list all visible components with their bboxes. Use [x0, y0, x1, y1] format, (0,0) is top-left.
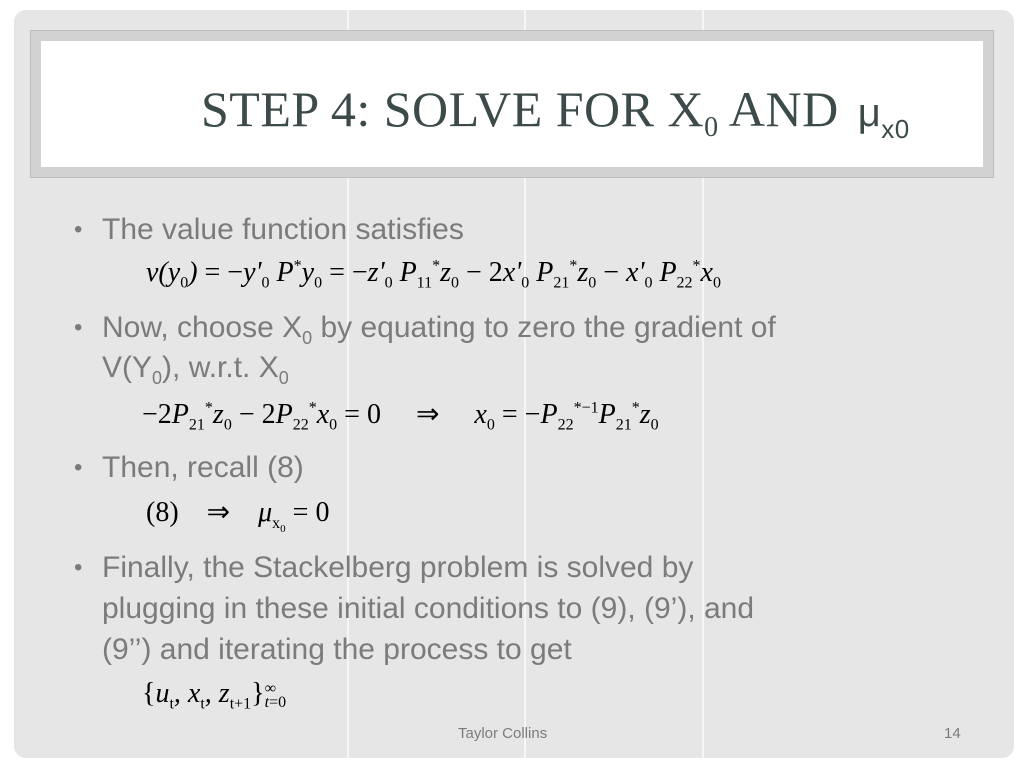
- slide-title: [201, 81, 910, 157]
- title-mu-subscript: x0: [881, 114, 910, 144]
- footer-author: Taylor Collins: [458, 725, 548, 742]
- equation-value-function: $v(y_0) = -y'_0$ $P^*y_0 = -z'_0$ $P_{11}^*z_0 - 2x'_0$ $P_{21}^*z_0 - x'_0$ $P_{22}^*x_0$: [146, 257, 721, 292]
- bullet-text-line-1: Finally, the Stackelberg problem is solved by: [102, 551, 694, 584]
- bullet-text-line-1: Now, choose $X_0$ by equating to zero the gradient of: [102, 311, 776, 348]
- bullet-dot: •: [74, 554, 83, 581]
- page-number: 14: [944, 725, 961, 742]
- equation-sequence: {$u_t$, $x_t$, $z_{t+1}$} ∞ t=0: [142, 678, 287, 713]
- title-mu: $\mu_{x0}$: [857, 91, 910, 144]
- title-and: AND: [728, 81, 839, 137]
- title-main: STEP 4: SOLVE FOR X: [201, 81, 705, 137]
- title-frame: [30, 30, 994, 178]
- title-box: [41, 41, 983, 167]
- equation-recall: (8) ⇒ $\mu_{x_0} = 0$: [146, 497, 330, 535]
- bullet-dot: •: [74, 314, 83, 341]
- bullet-dot: •: [74, 454, 83, 481]
- bullet-text-line-2: $V(Y_0)$, w.r.t. $X_0$: [102, 351, 289, 388]
- title-x-subscript: 0: [704, 112, 719, 143]
- bullet-text-line-2: plugging in these initial conditions to (9), (9’), and: [102, 592, 755, 625]
- slide: [14, 10, 1014, 758]
- equation-gradient: $-2P_{21}^*z_0 - 2P_{22}^*x_0 = 0$ ⇒ $x_0 = -P_{22}^{*-1}P_{21}^*z_0$: [142, 399, 659, 434]
- bullet-text: The value function satisfies: [102, 213, 464, 246]
- bullet-text: Then, recall (8): [102, 451, 304, 484]
- bullet-dot: •: [74, 216, 83, 243]
- bullet-text-line-3: (9’’) and iterating the process to get: [102, 633, 572, 666]
